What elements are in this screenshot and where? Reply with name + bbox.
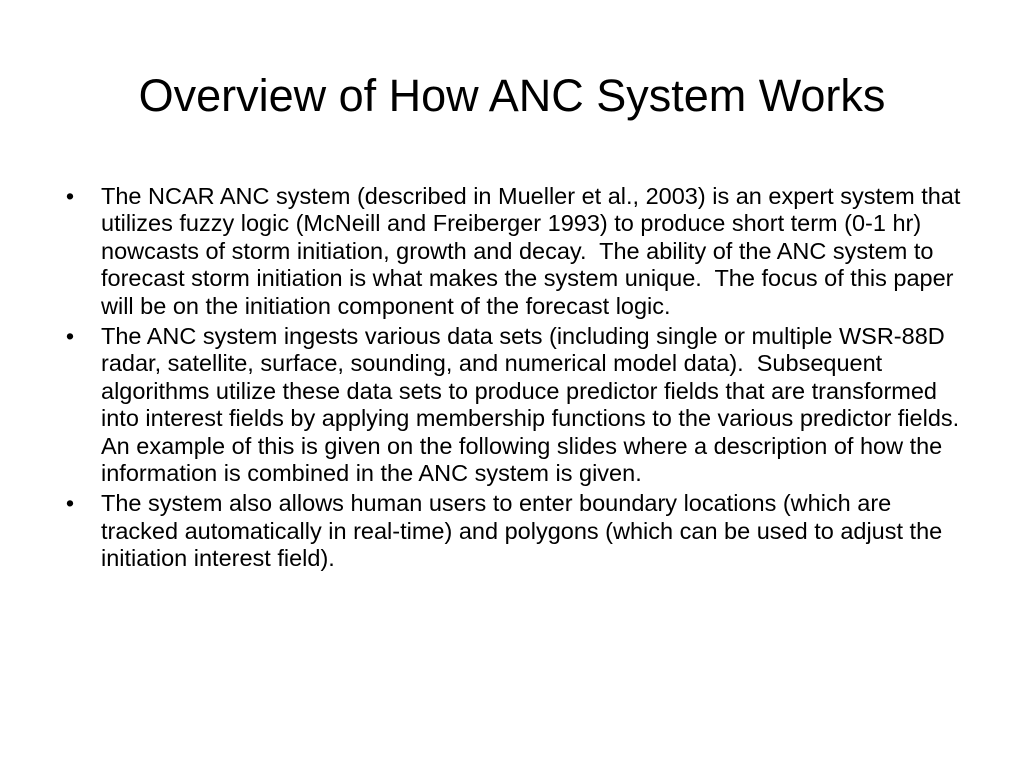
- slide-title: Overview of How ANC System Works: [138, 70, 886, 121]
- bullet-marker: •: [65, 183, 75, 209]
- bullet-item: [60, 183, 967, 320]
- bullet-text: The ANC system ingests various data sets (including single or multiple WSR-88D radar, satellite, surface, sounding, and numerical model data). Subsequent algorithms utilize these data sets to produce predictor fields that are transformed into interest fields by applying membership functions to the various predictor fields. An example of this is given on the following slides where a description of how the information is combined in the ANC system is given.: [101, 323, 971, 487]
- bullet-item: [60, 490, 964, 572]
- bullet-marker: •: [65, 490, 75, 517]
- bullet-marker: •: [65, 323, 75, 350]
- bullet-item: [60, 323, 971, 487]
- bullet-text: The NCAR ANC system (described in Mueller et al., 2003) is an expert system that utilizes fuzzy logic (McNeill and Freiberger 1993) to produce short term (0-1 hr) nowcasts of storm initiation, growth and decay. The ability of the ANC system to forecast storm initiation is what makes the system unique. The focus of this paper will be on the initiation component of the forecast logic.: [101, 183, 967, 319]
- bullet-list: [60, 183, 971, 576]
- bullet-text: The system also allows human users to enter boundary locations (which are tracked automatically in real-time) and polygons (which can be used to adjust the initiation interest field).: [101, 490, 949, 572]
